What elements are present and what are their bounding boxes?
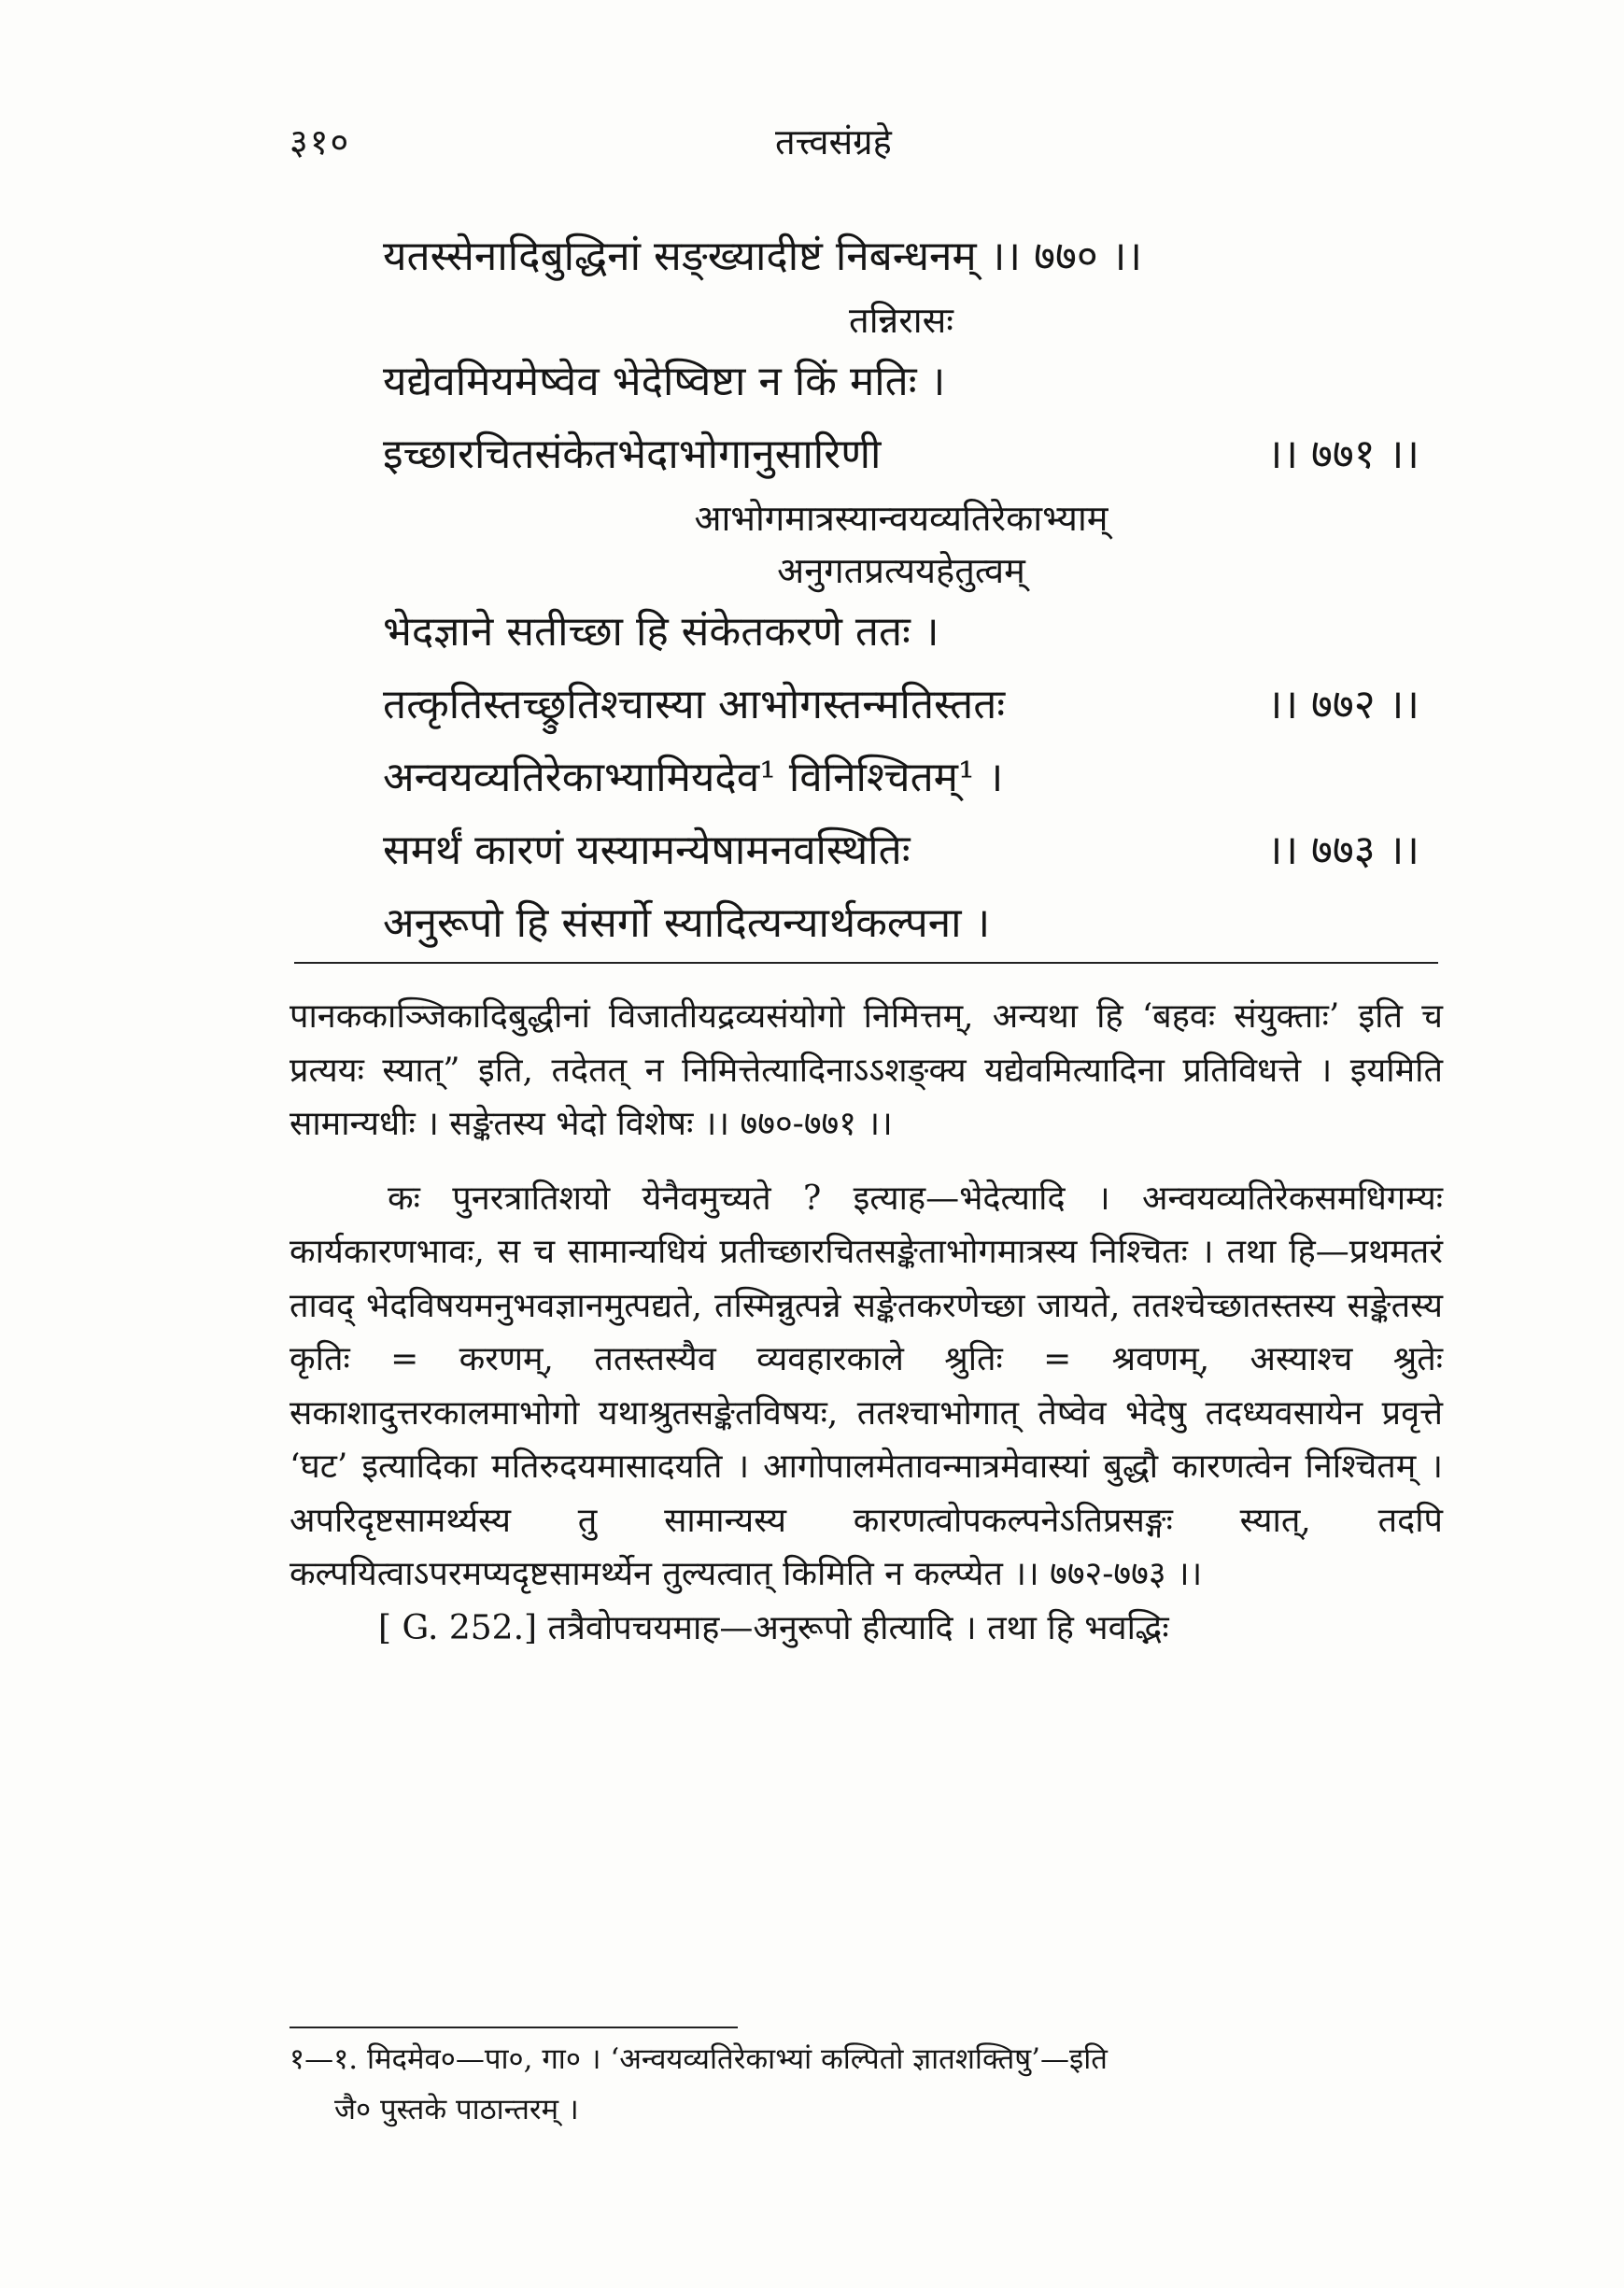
section-heading [383,486,1419,538]
verse-line [383,215,1419,288]
verse-text: समर्थं कारणं यस्यामन्येषामनवस्थितिः [383,826,911,874]
verse-number: ।। ७७२ ।। [1266,681,1419,728]
verse-text: तत्कृतिस्तच्छ्रुतिश्चास्या आभोगस्तन्मतिस्ततः [383,681,1006,728]
verse-text: अनुरूपो हि संसर्गो स्यादित्यन्यार्थकल्पना । [383,899,991,947]
verse-line [383,590,1419,663]
footnote-line: १—१. मिदमेव०—पा०, गा० । ‘अन्वयव्यतिरेकाभ्यां कल्पितो ज्ञातशक्तिषु’—इति [289,2042,1108,2076]
footnote [289,2034,1443,2135]
commentary-paragraph: कः पुनरत्रातिशयो येनैवमुच्यते ? इत्याह—भेदेत्यादि । अन्वयव्यतिरेकसमधिगम्यः कार्यकारणभावः, स च सामान्यधियं प्रतीच्छारचितसङ्केताभोगमात्रस्य निश्चितः । तथा हि—प्रथमतरं तावद् भेदविषयमनुभवज्ञानमुत्पद्यते, तस्मिन्नुत्पन्ने सङ्केतकरणेच्छा जायते, ततश्चेच्छातस्तस्य सङ्केतस्य कृतिः = करणम्, ततस्तस्यैव व्यवहारकाले श्रुतिः = श्रवणम्, अस्याश्च श्रुतेः सकाशादुत्तरकालमाभोगो यथाश्रुतसङ्केतविषयः, ततश्चाभोगात् तेष्वेव भेदेषु तदध्यवसायेन प्रवृत्ते ‘घट’ इत्यादिका मतिरुदयमासादयति । आगोपालमेतावन्मात्रमेवास्यां बुद्धौ कारणत्वेन निश्चितम् । अपरिदृष्टसामर्थ्यस्य तु सामान्यस्य कारणत्वोपकल्पनेऽतिप्रसङ्गः स्यात्, तदपि कल्पयित्वाऽपरमप्यदृष्टसामर्थ्येन तुल्यत्वात् किमिति न कल्प्येत ।। ७७२-७७३ ।। [289,1179,1443,1593]
verse-text: यद्येवमियमेष्वेव भेदेष्विष्टा न किं मतिः । [383,358,946,405]
section-heading-text: तन्निरासः [849,300,953,341]
section-heading-text: अनुगतप्रत्ययहेतुत्वम् [777,550,1025,591]
verse-text: यतस्सेनादिबुद्धिनां सङ्ख्यादीष्टं निबन्धनम् ।। ७७० ।। [383,233,1143,280]
separator-rule [294,962,1438,964]
verse-line [383,882,1419,954]
section-heading [383,288,1419,340]
page-header [289,117,1410,182]
section-heading-text: आभोगमात्रस्यान्वयव्यतिरेकाभ्याम् [694,498,1109,539]
verse-number: ।। ७७१ ।। [1266,431,1419,478]
commentary-paragraph: पानककाञ्जिकादिबुद्धीनां विजातीयद्रव्यसंयोगो निमित्तम्, अन्यथा हि ‘बहवः संयुक्ताः’ इति च प्रत्ययः स्यात्” इति, तदेतत् न निमित्तेत्यादिनाऽऽशङ्क्य यद्येवमित्यादिना प्रतिविधत्ते । इयमिति सामान्यधीः । सङ्केतस्य भेदो विशेषः ।। ७७०-७७१ ।। [289,997,1443,1143]
verse-line [383,413,1419,486]
footnote-line: जै० पुस्तके पाठान्तरम् । [334,2093,579,2126]
running-title: तत्त्वसंग्रहे [775,121,892,162]
verse-line [383,663,1419,736]
footnote-rule [289,2027,738,2028]
verse-text: इच्छारचितसंकेतभेदाभोगानुसारिणी [383,431,882,478]
page-number: ३१० [289,121,351,162]
verse-line [383,340,1419,413]
commentary-block [289,990,1443,1655]
verse-line [383,736,1419,809]
verse-line [383,809,1419,882]
verse-number: ।। ७७३ ।। [1266,826,1419,874]
commentary-paragraph: [ G. 252.] तत्रैवोपचयमाह—अनुरूपो हीत्यादि । तथा हि भवद्भिः [378,1608,1169,1647]
verse-block [383,215,1419,954]
section-heading [383,538,1419,590]
verse-text: अन्वयव्यतिरेकाभ्यामियदेव¹ विनिश्चितम्¹ । [383,754,1004,801]
verse-text: भेदज्ञाने सतीच्छा हि संकेतकरणे ततः । [383,608,939,656]
